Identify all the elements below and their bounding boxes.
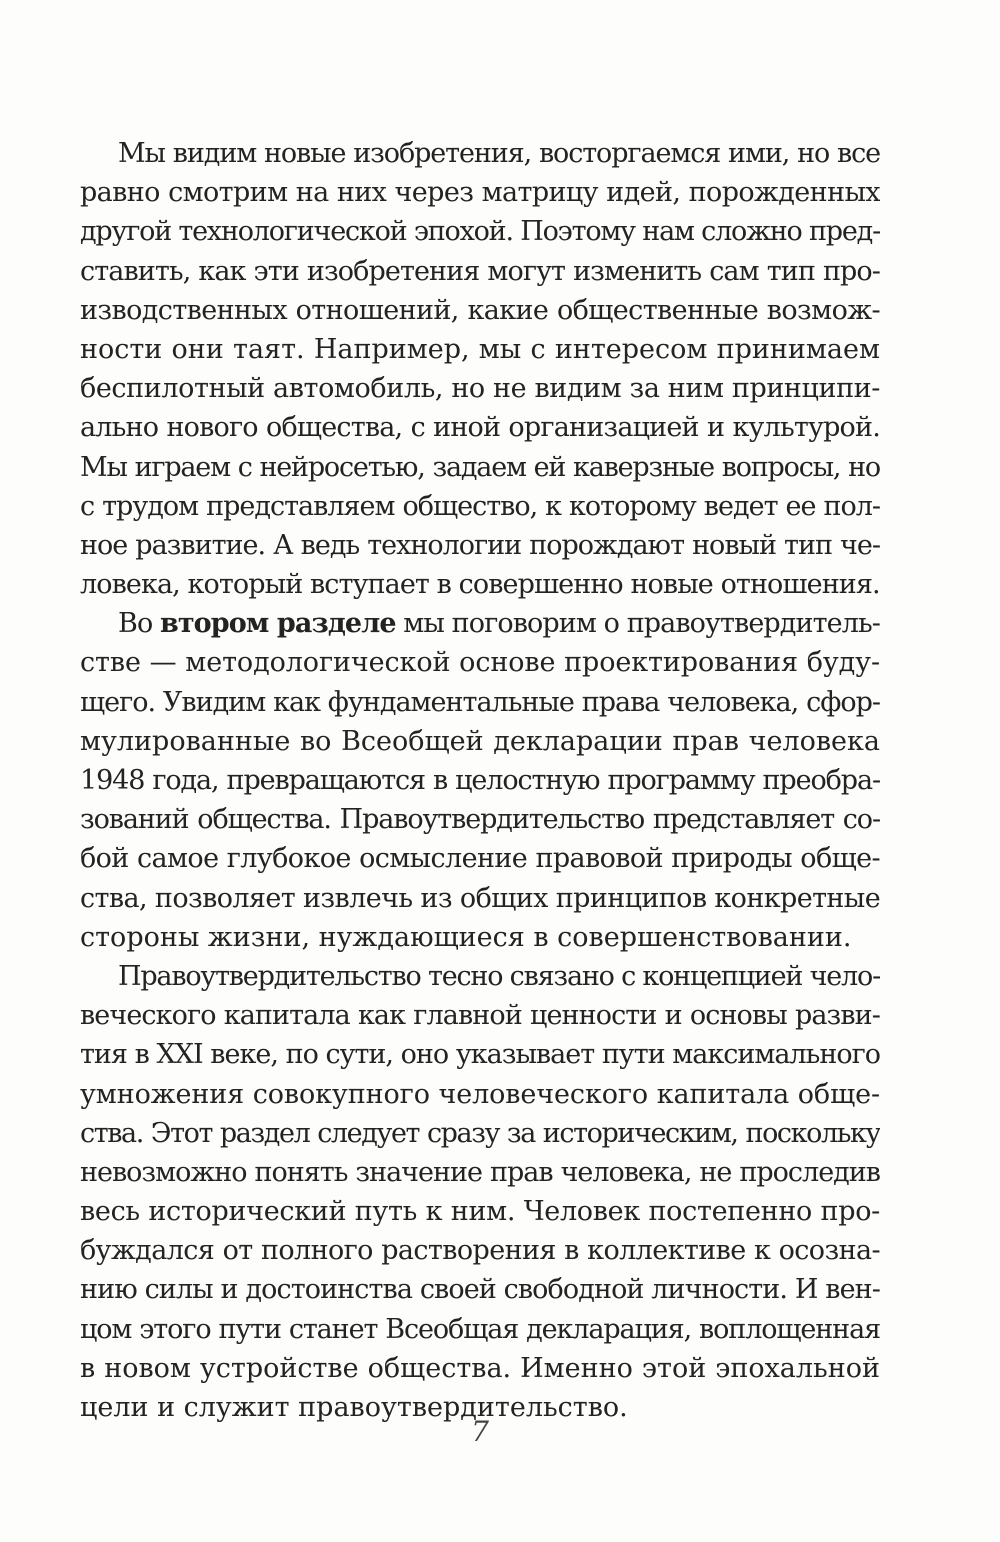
- text-line: беспилотный автомобиль, но не видим за ним принципи-: [80, 373, 880, 405]
- text-line: ставить, как эти изобретения могут изменить сам тип про-: [80, 255, 880, 287]
- paragraph-3: [80, 957, 880, 1427]
- text-line: ное развитие. А ведь технологии порождают новый тип че-: [80, 529, 880, 561]
- text-line: умножения совокупного человеческого капитала обще-: [80, 1078, 880, 1110]
- text-line: равно смотрим на них через матрицу идей, порожденных: [80, 177, 880, 209]
- text-line: стве — методологической основе проектирования буду-: [80, 647, 880, 679]
- text-line: бой самое глубокое осмысление правовой природы обще-: [80, 843, 880, 875]
- text-line: буждался от полного растворения в коллективе к осозна-: [80, 1235, 880, 1267]
- page-number: 7: [471, 1415, 489, 1448]
- text-line: с трудом представляем общество, к которому ведет ее пол-: [80, 490, 880, 522]
- text-line: Правоутвердительство тесно связано с концепцией чело-: [118, 960, 880, 992]
- text-line: ально нового общества, с иной организацией и культурой.: [80, 412, 880, 444]
- body-text: [80, 134, 880, 1427]
- text-line: цом этого пути станет Всеобщая декларация, воплощенная: [80, 1313, 880, 1345]
- text-line: цели и служит правоутвердительство.: [80, 1392, 628, 1423]
- paragraph-1: [80, 134, 880, 604]
- text-line: ства, позволяет извлечь из общих принципов конкретные: [80, 882, 880, 914]
- text-line: [80, 604, 880, 643]
- text-line: щего. Увидим как фундаментальные права человека, сфор-: [80, 686, 880, 718]
- text-line: ства. Этот раздел следует сразу за историческим, поскольку: [80, 1117, 880, 1149]
- bold-section-reference: втором разделе: [159, 608, 396, 640]
- text-line: веческого капитала как главной ценности и основы разви-: [80, 1000, 880, 1032]
- text-line: зований общества. Правоутвердительство представляет со-: [80, 804, 880, 836]
- text-line: стороны жизни, нуждающиеся в совершенствовании.: [80, 921, 852, 953]
- paragraph-2: [80, 604, 880, 957]
- text-line: изводственных отношений, какие общественные возмож-: [80, 294, 880, 326]
- text-line: другой технологической эпохой. Поэтому нам сложно пред-: [80, 216, 880, 248]
- text-line: весь исторический путь к ним. Человек постепенно про-: [80, 1196, 880, 1228]
- text-line: тия в XXI веке, по сути, оно указывает пути максимального: [80, 1039, 880, 1071]
- text-line: 1948 года, превращаются в целостную программу преобра-: [80, 765, 880, 796]
- text-line: ловека, который вступает в совершенно новые отношения.: [80, 569, 880, 601]
- text-line: нию силы и достоинства своей свободной личности. И вен-: [80, 1274, 880, 1306]
- text-line: мулированные во Всеобщей декларации прав человека: [80, 725, 880, 757]
- text-line: ности они таят. Например, мы с интересом принимаем: [80, 333, 880, 365]
- text-run: Во: [118, 608, 160, 640]
- text-line: Мы играем с нейросетью, задаем ей каверзные вопросы, но: [80, 451, 880, 483]
- text-line: в новом устройстве общества. Именно этой эпохальной: [80, 1352, 880, 1384]
- text-line: Мы видим новые изобретения, восторгаемся ими, но все: [118, 138, 880, 169]
- text-line: невозможно понять значение прав человека, не проследив: [80, 1156, 880, 1188]
- text-run: мы поговорим о правоутвердитель-: [395, 608, 880, 640]
